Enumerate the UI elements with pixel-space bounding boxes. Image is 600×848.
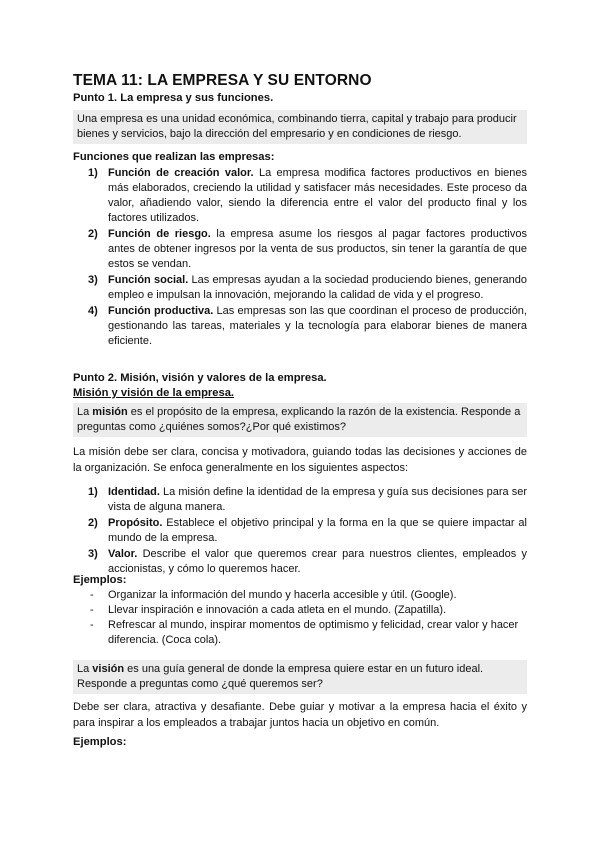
function-item — [73, 166, 527, 226]
bullet-dash: - — [90, 604, 94, 616]
functions-list — [73, 166, 527, 350]
function-name: Función de creación valor. — [108, 167, 254, 179]
function-text: Las empresas ayudan a la sociedad produciendo bienes, generando empleo e impulsan la innovación, mejorando la calidad de vida y el progreso. — [108, 274, 527, 301]
examples-heading: Ejemplos: — [73, 574, 127, 586]
example-item — [73, 603, 527, 618]
mision-paragraph: La misión debe ser clara, concisa y motivadora, guiando todas las decisiones y acciones de la organización. Se enfoca generalmente en los siguientes aspectos: — [73, 446, 527, 474]
aspect-number: 3) — [88, 548, 98, 560]
section-heading-punto2: Punto 2. Misión, visión y valores de la empresa. — [73, 372, 327, 384]
function-text: la empresa asume los riesgos al pagar factores productivos antes de obtener ingresos por la venta de sus productos, sin tener la garantía de que estos se vendan. — [108, 228, 527, 270]
function-item — [73, 304, 527, 349]
aspect-item — [73, 516, 527, 546]
function-item — [73, 273, 527, 303]
example-item — [73, 588, 527, 603]
aspect-number: 2) — [88, 517, 98, 529]
function-name: Función productiva. — [108, 305, 214, 317]
function-number: 1) — [88, 167, 98, 179]
example-text: Llevar inspiración e innovación a cada atleta en el mundo. (Zapatilla). — [108, 604, 447, 616]
function-item — [73, 227, 527, 272]
aspect-name: Valor. — [108, 548, 138, 560]
example-text: Refrescar al mundo, inspirar momentos de optimismo y felicidad, crear valor y hacer diferencia. (Coca cola). — [108, 619, 519, 646]
section-heading-punto1: Punto 1. La empresa y sus funciones. — [73, 92, 274, 104]
mision-definition-box — [73, 403, 527, 437]
example-item — [73, 618, 527, 648]
aspects-list — [73, 485, 527, 578]
document-title: TEMA 11: LA EMPRESA Y SU ENTORNO — [73, 72, 372, 89]
examples2-heading: Ejemplos: — [73, 736, 127, 748]
function-number: 3) — [88, 274, 98, 286]
bullet-dash: - — [90, 589, 94, 601]
mision-term: misión — [92, 406, 128, 418]
aspect-number: 1) — [88, 486, 98, 498]
function-number: 2) — [88, 228, 98, 240]
aspect-item — [73, 547, 527, 577]
function-text: Las empresas son las que coordinan el proceso de producción, gestionando las tareas, materiales y la tecnología para elaborar bienes de manera eficiente. — [108, 305, 527, 347]
aspect-text: La misión define la identidad de la empresa y guía sus decisiones para ser vista de alguna manera. — [108, 486, 528, 513]
aspect-item — [73, 485, 527, 515]
vision-box-pre: La — [77, 663, 93, 675]
function-name: Función social. — [108, 274, 189, 286]
vision-definition-box — [73, 660, 527, 694]
function-name: Función de riesgo. — [108, 228, 211, 240]
examples-list — [73, 588, 527, 648]
function-text: La empresa modifica factores productivos en bienes más elaborados, creciendo la utilidad y satisfacer más necesidades. Este proceso da valor, añadiendo valor, siendo la diferencia entre el valor del producto final y los factores utilizados. — [108, 167, 527, 224]
mision-vision-subheading: Misión y visión de la empresa. — [73, 387, 235, 399]
aspect-name: Propósito. — [108, 517, 163, 529]
vision-paragraph: Debe ser clara, atractiva y desafiante. Debe guiar y motivar a la empresa hacia el éxito y para inspirar a los empleados a trabajar juntos hacia un objetivo en común. — [73, 701, 527, 729]
mision-box-post: es el propósito de la empresa, explicando la razón de la existencia. Responde a preguntas como ¿quiénes somos?¿Por qué existimos? — [77, 406, 521, 433]
function-number: 4) — [88, 305, 98, 317]
aspect-text: Describe el valor que queremos crear para nuestros clientes, empleados y accionistas, y cómo lo queremos hacer. — [108, 548, 527, 575]
mision-box-pre: La — [77, 406, 93, 418]
bullet-dash: - — [90, 619, 94, 631]
example-text: Organizar la información del mundo y hacerla accesible y útil. (Google). — [108, 589, 457, 601]
functions-heading: Funciones que realizan las empresas: — [73, 151, 275, 163]
aspect-name: Identidad. — [108, 486, 160, 498]
empresa-definition-box: Una empresa es una unidad económica, combinando tierra, capital y trabajo para producir bienes y servicios, bajo la dirección del empresario y en condiciones de riesgo. — [73, 110, 527, 144]
aspect-text: Establece el objetivo principal y la forma en la que se quiere impactar al mundo de la empresa. — [108, 517, 527, 544]
vision-term: visión — [92, 663, 125, 675]
vision-box-post: es una guía general de donde la empresa quiere estar en un futuro ideal. Responde a preguntas como ¿qué queremos ser? — [77, 663, 484, 690]
